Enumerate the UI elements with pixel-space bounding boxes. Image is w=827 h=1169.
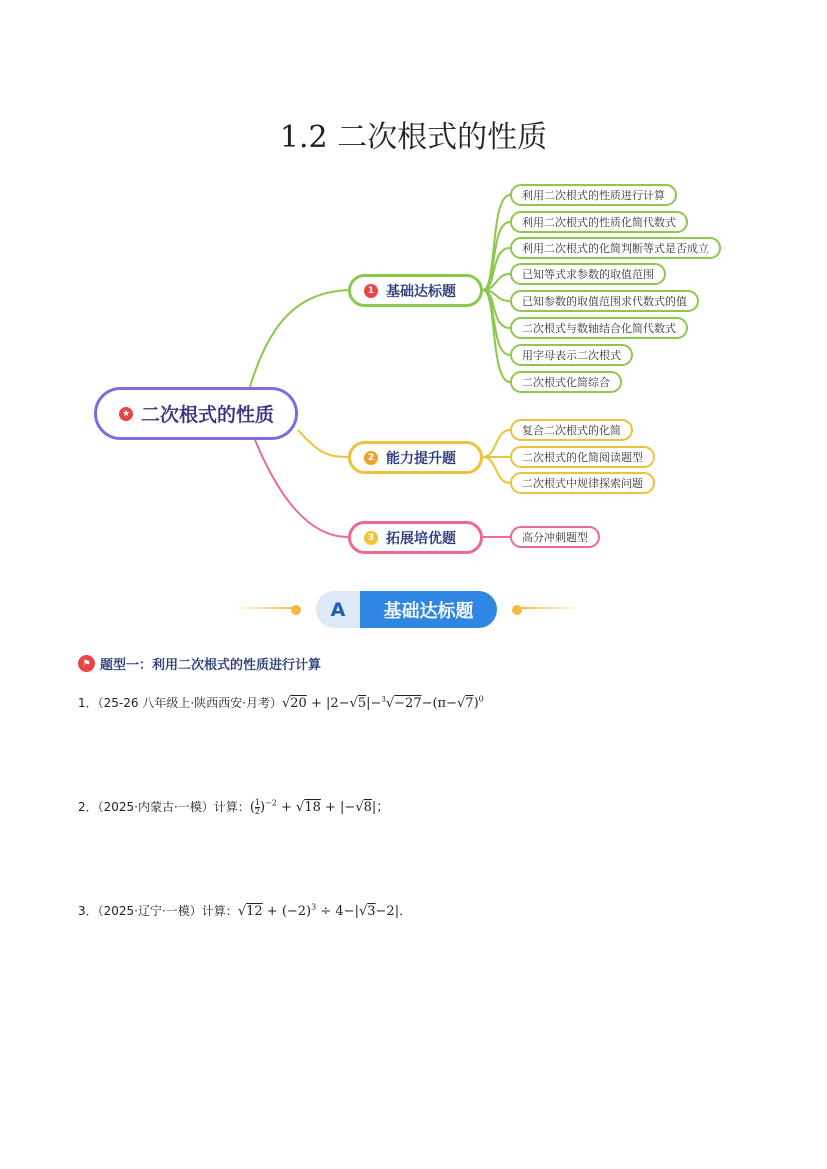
leaf-item: 利用二次根式的性质化简代数式 <box>510 211 688 233</box>
leaf-item: 已知等式求参数的取值范围 <box>510 263 666 285</box>
number-2-icon: 2 <box>364 451 378 465</box>
branch-basic <box>348 274 483 307</box>
mindmap-connectors <box>0 170 827 570</box>
problem-source: （2025·辽宁·一模）计算： <box>97 904 238 918</box>
branch-improve <box>348 441 483 474</box>
leaf-item: 二次根式的化简阅读题型 <box>510 446 655 468</box>
section-banner <box>316 591 497 628</box>
leaf-item: 用字母表示二次根式 <box>510 344 633 366</box>
problem-2 <box>78 796 389 816</box>
leaf-item: 二次根式化简综合 <box>510 371 622 393</box>
question-type-label: 题型一：利用二次根式的性质进行计算 <box>100 658 322 673</box>
problem-source: （25-26 八年级上·陕西西安·月考） <box>97 696 282 710</box>
problem-expression: $√12 + (-2)^3 \div 4-|√3-2|$． <box>237 902 413 919</box>
mindmap-root-label: 二次根式的性质 <box>141 404 275 426</box>
leaf-item: 二次根式与数轴结合化简代数式 <box>510 317 688 339</box>
branch-basic-label: 基础达标题 <box>386 283 456 300</box>
leaf-item: 二次根式中规律探索问题 <box>510 472 655 494</box>
problem-1 <box>78 694 484 711</box>
problem-number: 1． <box>78 696 98 710</box>
flag-icon: ⚑ <box>78 655 95 672</box>
question-type-heading <box>78 654 321 673</box>
leaf-item: 利用二次根式的化简判断等式是否成立 <box>510 237 721 259</box>
section-title: 基础达标题 <box>360 591 497 628</box>
star-icon: ★ <box>119 407 133 421</box>
section-letter: A <box>316 591 360 628</box>
problem-number: 3． <box>78 904 98 918</box>
leaf-item: 高分冲刺题型 <box>510 526 600 548</box>
number-1-icon: 1 <box>364 284 378 298</box>
banner-divider-left <box>232 607 296 609</box>
branch-extend <box>348 521 483 554</box>
problem-expression: ( $\frac{1}{2}$ )$^{-2}$ + √18 + |−√8|； <box>249 798 390 816</box>
branch-extend-label: 拓展培优题 <box>386 530 456 547</box>
problem-number: 2． <box>78 800 98 814</box>
number-3-icon: 3 <box>364 531 378 545</box>
problem-3 <box>78 900 412 919</box>
page-title: 1.2 二次根式的性质 <box>279 120 548 155</box>
banner-dot-left <box>291 605 301 615</box>
branch-improve-label: 能力提升题 <box>386 450 456 467</box>
problem-expression: $√20 + |2-√5|-^3√-27-(\pi-√7)^0$ <box>281 694 484 711</box>
leaf-item: 复合二次根式的化简 <box>510 419 633 441</box>
problem-source: （2025·内蒙古·一模）计算： <box>97 800 250 814</box>
mindmap-root <box>94 387 298 440</box>
leaf-item: 已知参数的取值范围求代数式的值 <box>510 290 699 312</box>
leaf-item: 利用二次根式的性质进行计算 <box>510 184 677 206</box>
banner-divider-right <box>520 607 580 609</box>
